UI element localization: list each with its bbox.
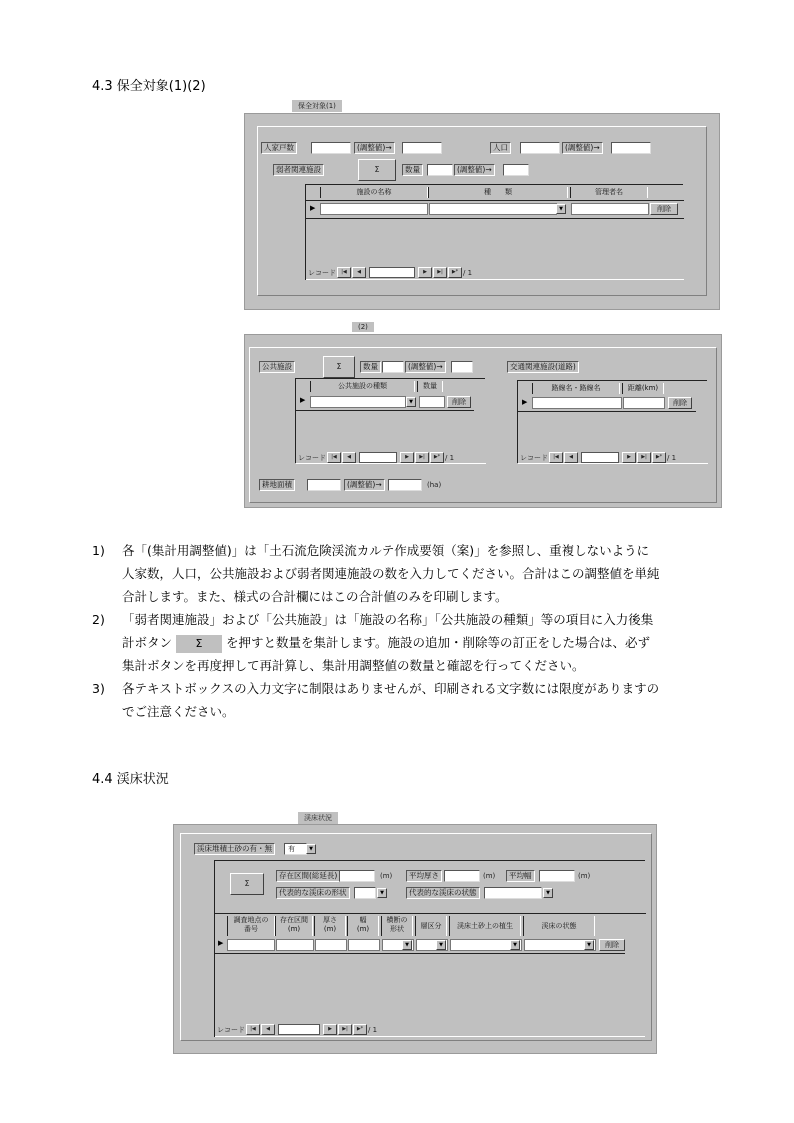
note-text: でご注意ください。 <box>122 704 235 719</box>
route-name-cell[interactable] <box>532 397 622 409</box>
houses-adjust-label: (調整値)→ <box>354 142 395 154</box>
traffic-facility-label: 交通関連施設(道路) <box>507 361 579 373</box>
public-adjust-input[interactable] <box>451 361 473 373</box>
sigma-button-illustration: Σ <box>176 635 222 653</box>
protection-form-1 <box>244 113 720 310</box>
note-text: 各「(集計用調整値)」は「土石流危険渓流カルテ作成要領（案)」を参照し、重複しないように <box>122 543 650 558</box>
population-input[interactable] <box>520 142 560 154</box>
record-number-input[interactable] <box>278 1024 320 1035</box>
row-selector-icon: ▶ <box>218 939 224 947</box>
population-adjust-input[interactable] <box>611 142 651 154</box>
type-cell[interactable] <box>429 203 557 215</box>
public-record-navigator <box>298 452 454 463</box>
avg-width-input[interactable] <box>539 870 575 882</box>
record-total: / 1 <box>463 268 473 277</box>
record-total: / 1 <box>368 1025 378 1034</box>
zone-length-input[interactable] <box>339 870 375 882</box>
farmland-adjust-label: (調整値)→ <box>344 479 385 491</box>
last-record-icon[interactable]: ▶| <box>433 267 447 278</box>
public-type-dropdown-icon[interactable]: ▼ <box>406 397 416 407</box>
tab-streambed-status[interactable]: 渓床状況 <box>298 812 338 824</box>
note-text: を押すと数量を集計します。施設の追加・削除等の訂正をした場合は、必ず <box>226 635 651 650</box>
record-label: レコード <box>520 453 548 462</box>
sediment-presence-select[interactable]: 有 <box>284 843 307 855</box>
public-facility-label: 公共施設 <box>259 361 295 373</box>
protection-form-2 <box>244 334 722 508</box>
column-header-facility-name: 施設の名称 <box>320 187 428 198</box>
prev-record-icon[interactable]: ◀ <box>342 452 356 463</box>
note-number: 2) <box>92 612 105 627</box>
column-header-public-count: 数量 <box>417 381 443 392</box>
grid-row-divider <box>306 218 684 219</box>
houses-input[interactable] <box>311 142 351 154</box>
avg-depth-label: 平均厚さ <box>406 870 442 882</box>
representative-status-label: 代表的な渓床の状態 <box>406 887 480 899</box>
last-record-icon[interactable]: ▶| <box>415 452 429 463</box>
avg-width-unit: (m) <box>578 872 591 880</box>
farmland-label: 耕地面積 <box>259 479 295 491</box>
record-label: レコード <box>308 268 336 277</box>
new-record-icon[interactable]: ▶* <box>430 452 444 463</box>
traffic-record-navigator <box>520 452 676 463</box>
section-4-4-title: 4.4 渓床状況 <box>92 772 169 787</box>
record-total: / 1 <box>445 453 455 462</box>
representative-status-select[interactable] <box>484 887 542 899</box>
public-type-cell[interactable] <box>310 396 406 408</box>
houses-adjust-input[interactable] <box>402 142 442 154</box>
population-label: 人口 <box>490 142 511 154</box>
bed-status-dropdown-icon[interactable]: ▼ <box>584 940 594 950</box>
note-text: 集計ボタンを再度押して再計算し、集計用調整値の数量と確認を行ってください。 <box>122 658 585 673</box>
zone-length-label: 存在区間(総延長) <box>276 870 340 882</box>
next-record-icon[interactable]: ▶ <box>400 452 414 463</box>
prev-record-icon[interactable]: ◀ <box>352 267 366 278</box>
prev-record-icon[interactable]: ◀ <box>261 1024 275 1035</box>
next-record-icon[interactable]: ▶ <box>323 1024 337 1035</box>
column-header-survey-point: 調査地点の 番号 <box>227 916 275 936</box>
record-number-input[interactable] <box>581 452 619 463</box>
grid-bottom-line <box>518 463 708 464</box>
farmland-unit: (ha) <box>427 481 442 489</box>
delete-button[interactable]: 削除 <box>650 203 678 215</box>
avg-depth-unit: (m) <box>483 872 496 880</box>
sediment-dropdown-icon[interactable]: ▼ <box>306 844 316 854</box>
streambed-form <box>173 824 657 1054</box>
last-record-icon[interactable]: ▶| <box>637 452 651 463</box>
count-adjust-input[interactable] <box>503 164 529 176</box>
grid-row-divider <box>296 410 474 411</box>
first-record-icon[interactable]: |◀ <box>549 452 563 463</box>
new-record-icon[interactable]: ▶* <box>448 267 462 278</box>
note-number: 1) <box>92 543 105 558</box>
vegetation-dropdown-icon[interactable]: ▼ <box>510 940 520 950</box>
avg-width-label: 平均幅 <box>506 870 535 882</box>
first-record-icon[interactable]: |◀ <box>337 267 351 278</box>
count-input[interactable] <box>427 164 453 176</box>
public-sigma-button[interactable]: Σ <box>323 356 355 378</box>
sediment-presence-label: 渓床堆積土砂の有・無 <box>194 843 275 855</box>
survey-point-cell[interactable] <box>227 939 275 951</box>
cross-section-select[interactable] <box>354 887 376 899</box>
first-record-icon[interactable]: |◀ <box>327 452 341 463</box>
new-record-icon[interactable]: ▶* <box>652 452 666 463</box>
row-selector-icon: ▶ <box>310 204 316 212</box>
next-record-icon[interactable]: ▶ <box>622 452 636 463</box>
record-total: / 1 <box>667 453 677 462</box>
section-4-3-title: 4.3 保全対象(1)(2) <box>92 79 206 94</box>
farmland-input[interactable] <box>307 479 341 491</box>
depth-cell[interactable] <box>315 939 347 951</box>
grid-row-divider <box>215 953 625 954</box>
sigma-sum-button[interactable]: Σ <box>358 159 396 181</box>
note-1 <box>92 539 752 608</box>
record-number-input[interactable] <box>369 267 415 278</box>
avg-depth-input[interactable] <box>444 870 480 882</box>
width-cell[interactable] <box>348 939 380 951</box>
grid-row-divider <box>518 411 696 412</box>
traffic-facility-grid <box>517 380 707 463</box>
public-facility-grid <box>295 378 485 463</box>
record-navigator <box>308 267 472 278</box>
tab-protection-target-1[interactable]: 保全対象(1) <box>292 100 342 112</box>
record-label: レコード <box>298 453 326 462</box>
grid-bottom-line <box>296 463 486 464</box>
note-text: 各テキストボックスの入力文字に制限はありませんが、印刷される文字数には限度がありますの <box>122 681 660 696</box>
column-header-bed-status: 渓床の状態 <box>523 916 595 936</box>
grid-bottom-line <box>306 279 684 280</box>
public-count-input[interactable] <box>382 361 404 373</box>
record-number-input[interactable] <box>359 452 397 463</box>
vulnerable-facility-label: 弱者関連施設 <box>273 164 324 176</box>
row-selector-icon: ▶ <box>300 396 306 404</box>
representative-dropdown-icon[interactable]: ▼ <box>543 888 553 898</box>
farmland-adjust-input[interactable] <box>388 479 422 491</box>
note-number: 3) <box>92 681 105 696</box>
zone-length-unit: (m) <box>380 872 393 880</box>
column-header-type: 種 類 <box>428 187 568 198</box>
note-2 <box>92 608 752 677</box>
record-label: レコード <box>217 1025 245 1034</box>
traffic-delete-button[interactable]: 削除 <box>668 397 692 409</box>
last-record-icon[interactable]: ▶| <box>338 1024 352 1035</box>
type-dropdown-icon[interactable]: ▼ <box>556 204 566 214</box>
grid-bottom-line <box>215 1036 645 1037</box>
layer-dropdown-icon[interactable]: ▼ <box>436 940 446 950</box>
new-record-icon[interactable]: ▶* <box>353 1024 367 1035</box>
column-header-vegetation: 渓床土砂上の植生 <box>449 916 521 936</box>
public-count-label: 数量 <box>360 361 381 373</box>
public-count-cell[interactable] <box>419 396 445 408</box>
houses-label: 人家戸数 <box>261 142 297 154</box>
column-header-width: 幅 (m) <box>347 916 379 936</box>
column-header-zone: 存在区間 (m) <box>275 916 313 936</box>
column-header-depth: 厚さ (m) <box>314 916 346 936</box>
column-header-shape: 横断の 形状 <box>381 916 413 936</box>
manager-cell[interactable] <box>571 203 649 215</box>
note-text: 「弱者関連施設」および「公共施設」は「施設の名称」「公共施設の種類」等の項目に入力後集 <box>122 612 654 627</box>
note-text: 計ボタン <box>122 635 173 650</box>
count-adjust-label: (調整値)→ <box>454 164 495 176</box>
streambed-record-navigator <box>217 1024 377 1035</box>
next-record-icon[interactable]: ▶ <box>418 267 432 278</box>
row-selector-icon: ▶ <box>522 398 528 406</box>
public-delete-button[interactable]: 削除 <box>447 396 471 408</box>
grid-divider <box>306 200 684 201</box>
note-3 <box>92 677 752 723</box>
zone-cell[interactable] <box>276 939 314 951</box>
streambed-sigma-button[interactable]: Σ <box>230 873 264 895</box>
column-header-route-name: 路線名・路線名 <box>532 383 620 394</box>
column-header-public-type: 公共施設の種類 <box>310 381 415 392</box>
note-text: 人家数，人口，公共施設および弱者関連施設の数を入力してください。合計はこの調整値を単純 <box>122 566 660 581</box>
note-text: 合計します。また、様式の合計欄にはこの合計値のみを印刷します。 <box>122 589 508 604</box>
streambed-grid <box>214 913 646 1037</box>
distance-cell[interactable] <box>623 397 665 409</box>
prev-record-icon[interactable]: ◀ <box>564 452 578 463</box>
streambed-delete-button[interactable]: 削除 <box>599 939 625 951</box>
public-adjust-label: (調整値)→ <box>405 361 446 373</box>
count-label: 数量 <box>402 164 423 176</box>
cross-section-label: 代表的な渓床の形状 <box>276 887 350 899</box>
tab-protection-target-2[interactable]: (2) <box>352 322 374 332</box>
population-adjust-label: (調整値)→ <box>562 142 603 154</box>
column-header-manager: 管理者名 <box>570 187 648 198</box>
cross-section-dropdown-icon[interactable]: ▼ <box>377 888 387 898</box>
facility-name-cell[interactable] <box>320 203 428 215</box>
first-record-icon[interactable]: |◀ <box>246 1024 260 1035</box>
facility-grid <box>305 184 683 280</box>
column-header-layer: 層区分 <box>415 916 447 936</box>
column-header-distance: 距離(km) <box>622 383 664 394</box>
shape-dropdown-icon[interactable]: ▼ <box>402 940 412 950</box>
notes-list <box>92 539 752 723</box>
